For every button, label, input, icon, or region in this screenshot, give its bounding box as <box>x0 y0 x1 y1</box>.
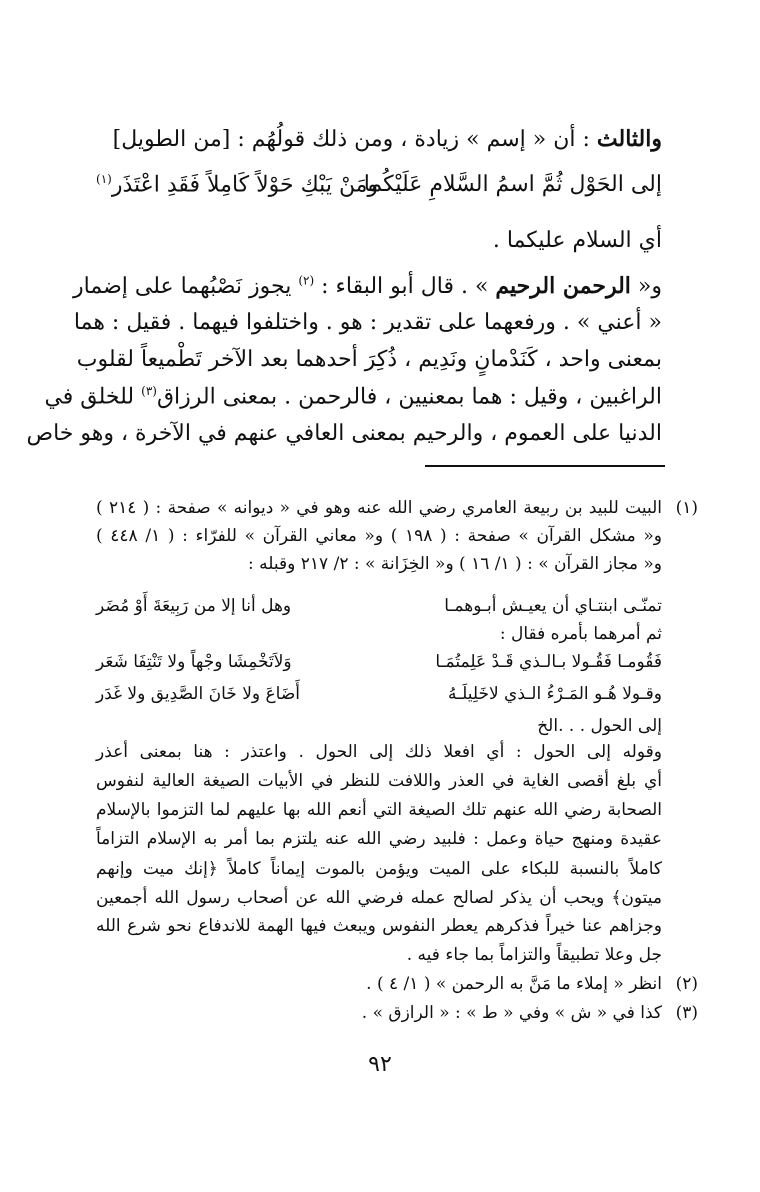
commentary-line-7: وجزاهم عنا خيراً فذكرهم يعطر النفوس ويبعث فيها الهمة للاندفاع نحو شرع الله <box>96 916 662 936</box>
main-line-1-text: : أن « إسم » زيادة ، ومن ذلك قولُهُم : [من الطويل] <box>112 127 597 152</box>
commentary-line-4: عقيدة ومنهج حياة وعمل : فلبيد رضي الله عنه يلتزم بما أمر به الإسلام التزاماً <box>96 829 662 849</box>
footnote-2-text: انظر « إملاء ما مَنَّ به الرحمن » ( ١/ ٤ ) . <box>366 974 662 994</box>
poem-line-2-right: فَقُومـا فَقُـولا بـالـذي قَـدْ عَلِمتُمَـا <box>435 652 662 672</box>
footnote-3-number: (٣) <box>675 1003 698 1023</box>
poem-line-2-left: وَلاَتَخْمِشَا وجْهاً ولا تَنْتِفَا شَعَر <box>96 652 292 672</box>
main-line-7-pre: الراغبين ، وقيل : هما بمعنيين ، فالرحمن . بمعنى الرزاق <box>156 384 662 410</box>
commentary-line-1: وقوله إلى الحول : أي افعلا ذلك إلى الحول . واعتذر : هنا بمعنى أعذر <box>96 742 662 762</box>
main-line-4-mid: » . قال أبو البقاء : <box>314 274 496 299</box>
main-line-4-pre: و« <box>630 274 662 299</box>
main-line-7-post: للخلق في <box>44 384 142 410</box>
main-line-5: « أعني » . ورفعهما على تقدير : هو . واختلفوا فيهما . فقيل : هما <box>73 310 662 335</box>
verse-first-hemistich: إلى الحَوْل ثُمَّ اسمُ السَّلامِ عَلَيْكُما <box>363 172 662 197</box>
commentary-line-8: جل وعلا تطبيقاً والتزاماً بما جاء فيه . <box>406 945 662 965</box>
commentary-line-2: أي بلغ أقصى الغاية في العذر واللافت للنظر في الأبيات الصيغة العالية لنفوس <box>96 771 662 791</box>
poem-line-1-right: تمنّـى ابنتـاي أن يعيـش أبـوهمـا <box>444 596 662 616</box>
footnote-2-number: (٢) <box>675 974 698 994</box>
footnote-ref-3: (٣) <box>141 384 157 398</box>
main-line-4 <box>73 273 662 299</box>
main-line-8: الدنيا على العموم ، والرحيم بمعنى العافي عنهم في الآخرة ، وهو خاص <box>26 421 662 446</box>
poem-line-3-left: أَضَاعَ ولا خَانَ الصَّدِيق ولا غَدَر <box>96 684 300 704</box>
footnote-1-line-2: و« مشكل القرآن » صفحة : ( ١٩٨ ) و« معاني القرآن » للفرّاء : ( ١/ ٤٤٨ ) <box>96 526 662 546</box>
poem-line-1-left: وهل أنا إلا من رَبِيعَةَ أَوْ مُضَر <box>96 596 292 616</box>
footnote-ref-2: (٢) <box>298 273 315 288</box>
poem-intro: ثم أمرهما بأمره فقال : <box>499 624 662 644</box>
commentary-line-5: كاملاً بالنسبة للبكاء على الميت ويؤمن بالموت إيماناً كاملاً ﴿إنك ميت وإنهم <box>96 859 662 879</box>
bold-term-third: والثالث <box>596 126 662 152</box>
verse-second-hemistich <box>96 172 378 197</box>
footnote-3-text: كذا في « ش » وفي « ط » : « الرازق » . <box>361 1003 662 1023</box>
commentary-line-6: ميتون﴾ ويحب أن يذكر لصالح عمله فرضي الله عن أصحاب رسول الله أجمعين <box>96 888 662 908</box>
footnote-1-line-3: و« مجاز القرآن » : ( ١/ ١٦ ) و« الخِزَانة » : ٢/ ٢١٧ وقبله : <box>248 554 662 574</box>
poem-end: إلى الحول . . .الخ <box>537 716 662 736</box>
commentary-line-3: الصحابة رضي الله عنهم تلك الصيغة التي أنعم الله بها عليهم لما التزموا بالإسلام <box>96 800 662 820</box>
main-line-3: أي السلام عليكما . <box>492 228 662 253</box>
footnote-separator <box>425 465 665 467</box>
main-line-1 <box>113 126 662 152</box>
poem-line-3-right: وقـولا هُـو المَـرْءُ الـذي لاخَلِيلَـهُ <box>447 684 662 704</box>
verse-second-hemistich-text: ومَنْ يَبْكِ حَوْلاً كَامِلاً فَقَدِ اعْتَذَر <box>111 172 379 198</box>
page-number: ٩٢ <box>368 1052 392 1077</box>
main-line-4-end: يجوز نَصْبُهما على إضمار <box>73 274 299 299</box>
bold-term-rahman: الرحمن الرحيم <box>495 273 631 299</box>
main-line-7 <box>44 384 662 410</box>
footnote-1-number: (١) <box>675 498 698 518</box>
footnote-ref-1: (١) <box>96 172 112 186</box>
main-line-6: بمعنى واحد ، كَنَدْمانٍ ونَدِيم ، ذُكِرَ أحدهما بعد الآخر تَطْميعاً لقلوب <box>76 347 662 372</box>
footnote-1-line-1: البيت للبيد بن ربيعة العامري رضي الله عنه وهو في « ديوانه » صفحة : ( ٢١٤ ) <box>96 498 662 518</box>
